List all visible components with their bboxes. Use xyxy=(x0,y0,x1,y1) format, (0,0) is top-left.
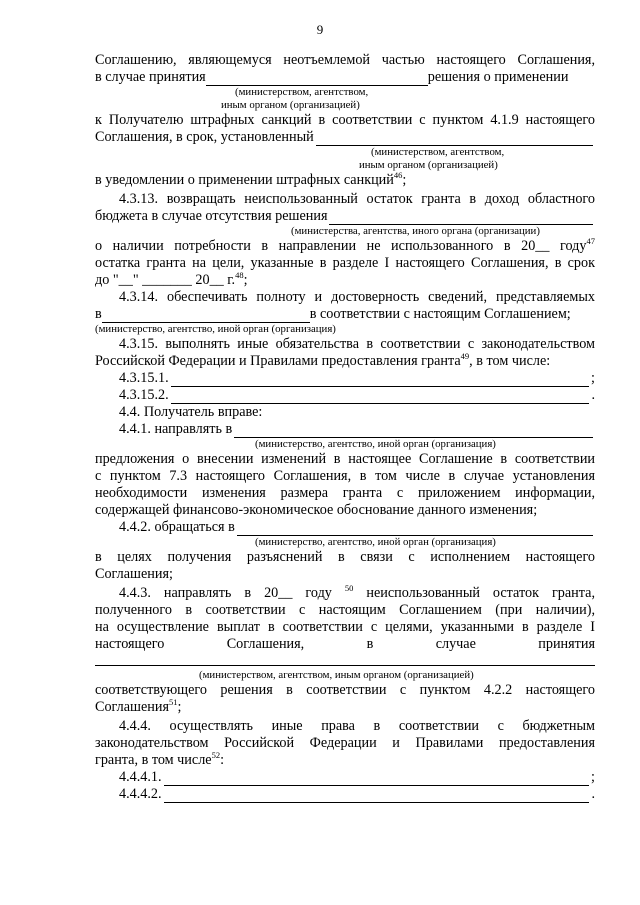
text-line: бюджета в случае отсутствия решения xyxy=(95,208,595,225)
blank-line xyxy=(164,790,590,803)
text-line: законодательством Российской Федерации и Правилами предоставления xyxy=(95,735,595,751)
text-line: настоящего Соглашения, в случае принятия xyxy=(95,636,595,652)
caption: иным органом (организацией) xyxy=(359,159,498,171)
text-line: Соглашения$^{51}$; xyxy=(95,697,182,715)
caption: (министерства, агентства, иного органа (организации) xyxy=(291,225,540,237)
text-line: 4.4.1. направлять в xyxy=(95,421,595,438)
caption: (министерство, агентство, иной орган (организация) xyxy=(255,536,496,548)
list-item: 4.3.15.2. . xyxy=(119,387,595,403)
text-line: Соглашению, являющемуся неотъемлемой частью настоящего Соглашения, xyxy=(95,52,595,68)
blank-line xyxy=(102,310,310,323)
blank-line xyxy=(164,773,589,786)
document-body xyxy=(95,52,595,803)
blank-line xyxy=(234,425,593,438)
caption: (министерством, агентством, xyxy=(371,146,505,158)
text-line: содержащей финансово-экономическое обоснование данного изменения; xyxy=(95,502,538,518)
text-line: с пунктом 7.3 настоящего Соглашения, в том числе в случае установления xyxy=(95,468,595,484)
section-heading: 4.4. Получатель вправе: xyxy=(119,404,263,420)
text-line: в случае принятия решения о применении xyxy=(95,69,569,85)
list-item: 4.4.4.1. ; xyxy=(119,769,595,785)
text-line: 4.3.14. обеспечивать полноту и достоверность сведений, представляемых xyxy=(119,289,595,305)
text-line: полученного в соответствии с настоящим Соглашением (при наличии), xyxy=(95,602,595,618)
blank-line xyxy=(329,212,593,225)
text-line: на осуществление выплат в соответствии с целями, указанными в разделе I xyxy=(95,619,595,635)
text-line: Соглашения; xyxy=(95,566,173,582)
text-line: Российской Федерации и Правилами предоставления гранта$^{49}$, в том числе: xyxy=(95,351,551,369)
caption: (министерство, агентство, иной орган (организация) xyxy=(255,438,496,450)
text-line: в в соответствии с настоящим Соглашением; xyxy=(95,306,571,322)
blank-line xyxy=(171,391,590,404)
page-number: 9 xyxy=(316,22,324,37)
caption: (министерство, агентство, иной орган (организация) xyxy=(95,323,336,335)
text-line: до "__" _______ 20__ г.$^{48}$; xyxy=(95,270,248,288)
text-line: гранта, в том числе$^{52}$: xyxy=(95,750,225,768)
blank-line xyxy=(237,523,593,536)
text-line: 4.4.4. осуществлять иные права в соответствии с бюджетным xyxy=(119,718,595,734)
list-item: 4.4.4.2. . xyxy=(119,786,595,802)
text-line: к Получателю штрафных санкций в соответствии с пунктом 4.1.9 настоящего xyxy=(95,112,595,128)
blank-line xyxy=(206,73,428,86)
text-line: 4.3.13. возвращать неиспользованный остаток гранта в доход областного xyxy=(119,191,595,207)
text-line: Соглашения, в срок, установленный xyxy=(95,129,595,146)
text-line: соответствующего решения в соответствии с пунктом 4.2.2 настоящего xyxy=(95,682,595,698)
caption: иным органом (организацией) xyxy=(221,99,360,111)
text-line: о наличии потребности в направлении не использованного в 20__ году$^{47}$ xyxy=(95,236,595,254)
text-line: необходимости изменения размера гранта с приложением информации, xyxy=(95,485,595,501)
text-line: 4.4.2. обращаться в xyxy=(95,519,595,536)
blank-line xyxy=(171,374,589,387)
text-line: остатка гранта на цели, указанные в разделе I настоящего Соглашения, в срок xyxy=(95,255,595,271)
text-line: 4.3.15. выполнять иные обязательства в соответствии с законодательством xyxy=(119,336,595,352)
blank-line xyxy=(95,653,595,666)
text-line: 4.4.3. направлять в 20__ году $^{50}$ неиспользованный остаток гранта, xyxy=(119,583,595,601)
text-line: предложения о внесении изменений в настоящее Соглашение в соответствии xyxy=(95,451,595,467)
caption: (министерством, агентством, иным органом (организацией) xyxy=(199,669,474,681)
text-line: в целях получения разъяснений в связи с исполнением настоящего xyxy=(95,549,595,565)
list-item: 4.3.15.1. ; xyxy=(119,370,595,386)
text-line: в уведомлении о применении штрафных санкций$^{46}$; xyxy=(95,170,407,188)
blank-line xyxy=(316,133,593,146)
caption: (министерством, агентством, xyxy=(235,86,369,98)
